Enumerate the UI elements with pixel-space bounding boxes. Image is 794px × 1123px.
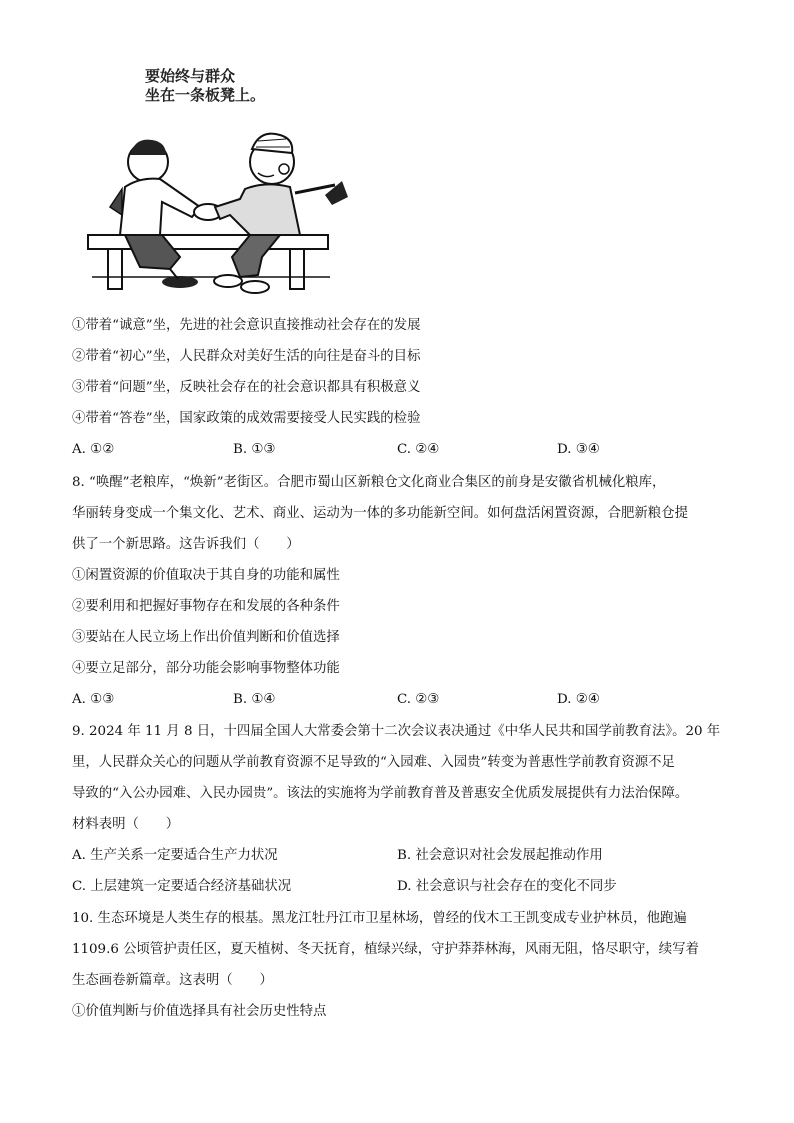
q8-stem-line-2: 华丽转身变成一个集文化、艺术、商业、运动为一体的多功能新空间。如何盘活闲置资源，合肥新粮仓提 xyxy=(72,506,688,521)
q9-option-b[interactable]: B. 社会意识对社会发展起推动作用 xyxy=(397,848,603,863)
q9-option-d[interactable]: D. 社会意识与社会存在的变化不同步 xyxy=(397,879,617,894)
q10-stem-line-3: 生态画卷新篇章。这表明（ ） xyxy=(72,973,273,988)
q8-statement-2: ②要利用和把握好事物存在和发展的各种条件 xyxy=(72,599,340,614)
caption-line-2: 坐在一条板凳上。 xyxy=(145,86,266,104)
q10-statement-1: ①价值判断与价值选择具有社会历史性特点 xyxy=(72,1004,327,1019)
q8-option-b[interactable]: B. ①④ xyxy=(233,692,276,707)
q7-option-d[interactable]: D. ③④ xyxy=(557,442,600,457)
q9-stem-line-1: 9. 2024 年 11 月 8 日，十四届全国人大常委会第十二次会议表决通过《中华人民共和国学前教育法》。20 年 xyxy=(72,724,721,739)
q8-statement-4: ④要立足部分，部分功能会影响事物整体功能 xyxy=(72,661,340,676)
q7-statement-1: ①带着“诚意”坐，先进的社会意识直接推动社会存在的发展 xyxy=(72,318,421,333)
q7-option-c[interactable]: C. ②④ xyxy=(397,442,440,457)
q9-stem-line-4: 材料表明（ ） xyxy=(72,817,180,832)
q8-option-d[interactable]: D. ②④ xyxy=(557,692,600,707)
q7-option-a[interactable]: A. ①② xyxy=(72,442,115,457)
q9-option-c[interactable]: C. 上层建筑一定要适合经济基础状况 xyxy=(72,879,292,894)
cartoon-illustration xyxy=(80,62,350,307)
q7-statement-2: ②带着“初心”坐，人民群众对美好生活的向往是奋斗的目标 xyxy=(72,349,421,364)
q7-option-b[interactable]: B. ①③ xyxy=(233,442,276,457)
caption-line-1: 要始终与群众 xyxy=(145,67,236,85)
q8-option-a[interactable]: A. ①③ xyxy=(72,692,115,707)
q10-stem-line-2: 1109.6 公顷管护责任区，夏天植树、冬天抚育，植绿兴绿，守护莽莽林海，风雨无阻，恪尽职守，续写着 xyxy=(72,942,699,957)
q8-statement-3: ③要站在人民立场上作出价值判断和价值选择 xyxy=(72,630,340,645)
q8-option-c[interactable]: C. ②③ xyxy=(397,692,440,707)
bench-handshake-drawing xyxy=(80,107,350,307)
q8-stem-line-3: 供了一个新思路。这告诉我们（ ） xyxy=(72,537,300,552)
q9-option-a[interactable]: A. 生产关系一定要适合生产力状况 xyxy=(72,848,278,863)
q8-stem-line-1: 8. “唤醒”老粮库，“焕新”老街区。合肥市蜀山区新粮仓文化商业合集区的前身是安徽省机械化粮库， xyxy=(72,475,666,490)
cartoon-caption xyxy=(145,67,265,105)
q9-stem-line-2: 里，人民群众关心的问题从学前教育资源不足导致的“入园难、入园贵”转变为普惠性学前教育资源不足 xyxy=(72,755,675,770)
q8-statement-1: ①闲置资源的价值取决于其自身的功能和属性 xyxy=(72,568,340,583)
q9-stem-line-3: 导致的“入公办园难、入民办园贵”。该法的实施将为学前教育普及普惠安全优质发展提供有力法治保障。 xyxy=(72,786,689,801)
q7-statement-4: ④带着“答卷”坐，国家政策的成效需要接受人民实践的检验 xyxy=(72,411,421,426)
q10-stem-line-1: 10. 生态环境是人类生存的根基。黑龙江牡丹江市卫星林场，曾经的伐木工王凯变成专业护林员，他跑遍 xyxy=(72,911,687,926)
q7-statement-3: ③带着“问题”坐，反映社会存在的社会意识都具有积极意义 xyxy=(72,380,421,395)
